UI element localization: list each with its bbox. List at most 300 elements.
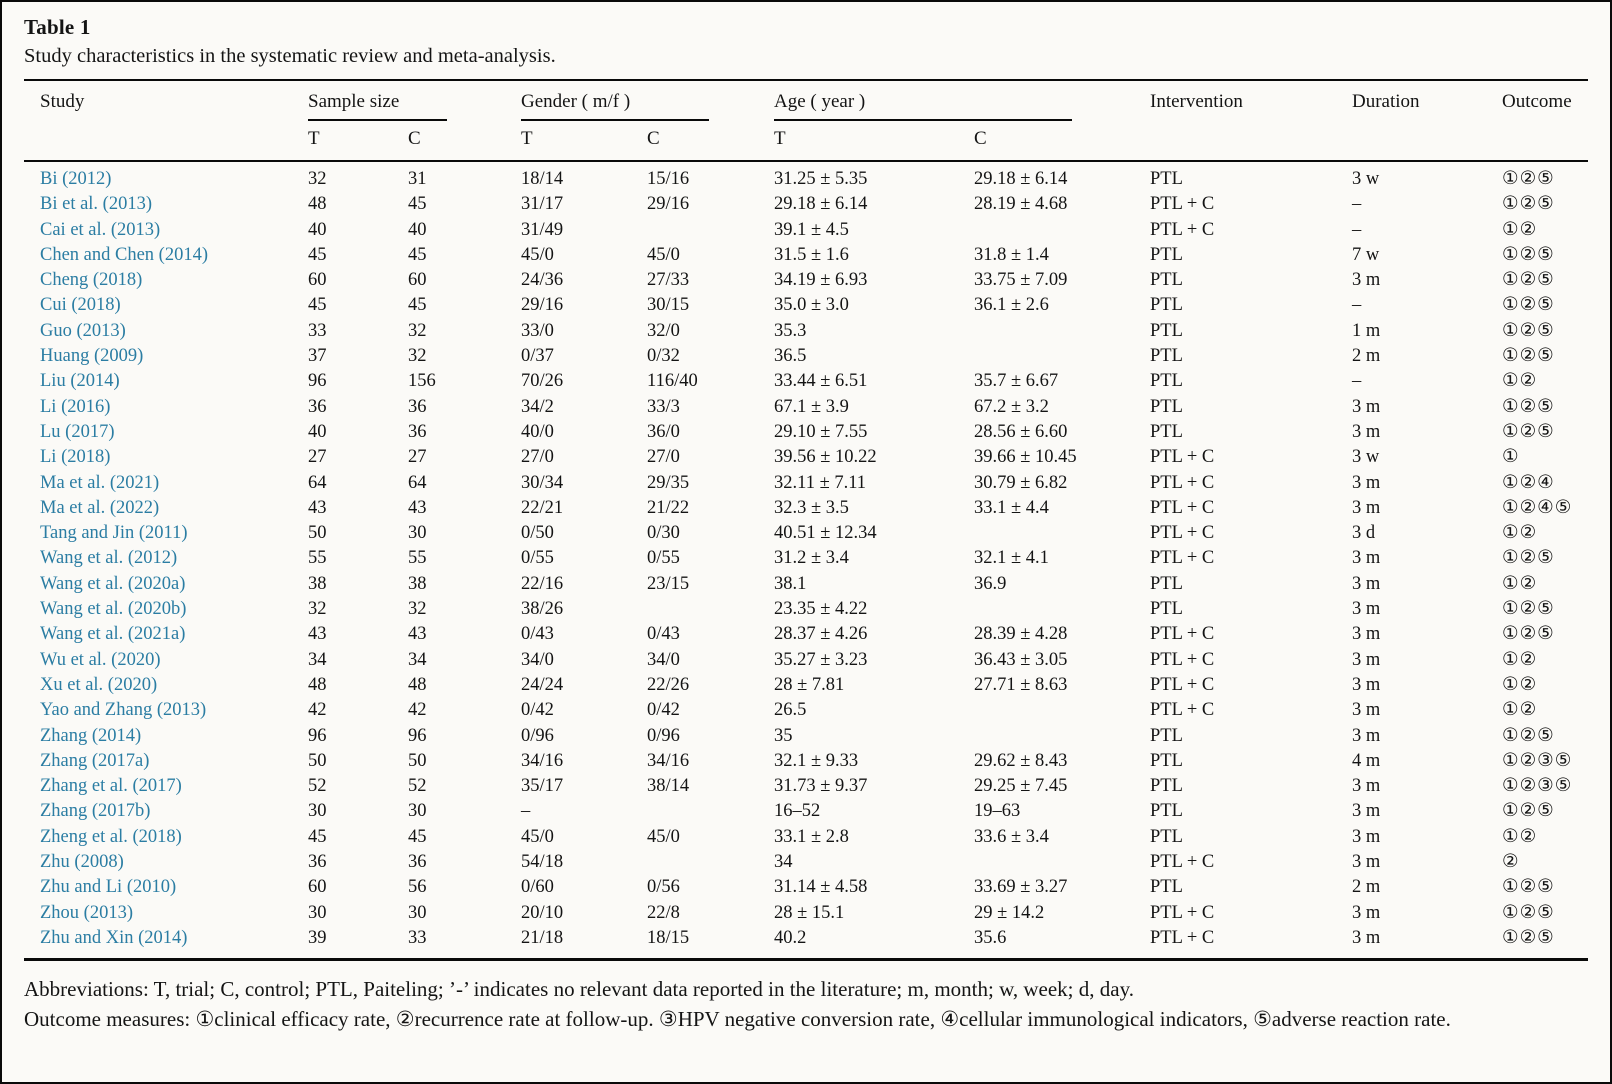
gender-t-cell: 24/24	[521, 674, 564, 695]
age-c-cell	[974, 344, 1150, 369]
study-citation-link[interactable]: Wang et al. (2020a)	[40, 573, 186, 594]
gender-c-cell: 27/33	[647, 270, 690, 291]
subheader-age-c: C	[974, 128, 987, 149]
gender-c-cell: 0/96	[647, 725, 680, 746]
intervention-cell: PTL	[1150, 371, 1183, 392]
study-citation-link[interactable]: Zhang (2017a)	[40, 750, 150, 771]
age-c-cell: 36.9	[974, 573, 1007, 594]
duration-cell: 3 m	[1352, 725, 1381, 746]
study-citation-link[interactable]: Cai et al. (2013)	[40, 219, 161, 240]
gender-t-cell: 45/0	[521, 826, 554, 847]
col-header-sample-size: Sample size	[308, 91, 521, 121]
sample-t-cell: 50	[308, 523, 327, 544]
study-cell	[24, 799, 308, 824]
sample-t-cell: 40	[308, 219, 327, 240]
sample-t-cell: 43	[308, 624, 327, 645]
gender-c-cell: 0/32	[647, 346, 680, 367]
sample-c-cell: 45	[408, 194, 427, 215]
study-citation-link[interactable]: Xu et al. (2020)	[40, 674, 158, 695]
study-cell	[24, 825, 308, 850]
gender-t-cell: 34/16	[521, 750, 564, 771]
outcome-cell: ①②⑤	[1502, 320, 1555, 341]
gender-c-cell: 0/56	[647, 877, 680, 898]
intervention-cell: PTL	[1150, 396, 1183, 417]
sample-c-cell: 156	[408, 371, 436, 392]
study-cell	[24, 218, 308, 243]
sample-c-cell: 38	[408, 573, 427, 594]
study-cell	[24, 521, 308, 546]
sample-c-cell: 36	[408, 396, 427, 417]
intervention-cell: PTL	[1150, 776, 1183, 797]
sample-t-cell: 42	[308, 700, 327, 721]
age-t-cell: 29.10 ± 7.55	[774, 421, 868, 442]
duration-cell: 3 m	[1352, 826, 1381, 847]
age-c-cell: 35.7 ± 6.67	[974, 371, 1059, 392]
gender-c-cell: 23/15	[647, 573, 690, 594]
duration-cell: 3 m	[1352, 270, 1381, 291]
intervention-cell: PTL	[1150, 725, 1183, 746]
outcome-cell: ②	[1502, 852, 1520, 873]
intervention-cell: PTL + C	[1150, 497, 1215, 518]
age-t-cell: 35	[774, 725, 793, 746]
sample-c-cell: 64	[408, 472, 427, 493]
age-t-cell: 33.1 ± 2.8	[774, 826, 849, 847]
duration-cell: –	[1352, 295, 1362, 316]
study-citation-link[interactable]: Zhang et al. (2017)	[40, 776, 182, 797]
gender-t-cell: 22/16	[521, 573, 564, 594]
study-citation-link[interactable]: Li (2018)	[40, 447, 111, 468]
age-t-cell: 32.11 ± 7.11	[774, 472, 867, 493]
sample-t-cell: 96	[308, 371, 327, 392]
study-citation-link[interactable]: Bi et al. (2013)	[40, 194, 153, 215]
age-t-cell: 31.73 ± 9.37	[774, 776, 868, 797]
outcome-cell: ①②	[1502, 674, 1538, 695]
age-t-cell: 34.19 ± 6.93	[774, 270, 868, 291]
subheader-sample-t: T	[308, 128, 320, 149]
gender-t-cell: –	[521, 801, 531, 822]
age-t-cell: 35.27 ± 3.23	[774, 649, 868, 670]
table-row	[24, 369, 1588, 394]
age-c-cell: 29.62 ± 8.43	[974, 750, 1068, 771]
outcome-cell: ①②⑤	[1502, 244, 1555, 265]
outcome-cell: ①②④	[1502, 472, 1555, 493]
age-t-cell: 31.25 ± 5.35	[774, 169, 868, 189]
gender-t-cell: 0/37	[521, 346, 554, 367]
sample-c-cell: 45	[408, 826, 427, 847]
gender-t-cell: 31/17	[521, 194, 564, 215]
sample-c-cell: 48	[408, 674, 427, 695]
age-t-cell: 34	[774, 852, 793, 873]
sample-c-cell: 52	[408, 776, 427, 797]
outcome-cell: ①②③⑤	[1502, 750, 1573, 771]
intervention-cell: PTL + C	[1150, 927, 1215, 948]
duration-cell: 3 m	[1352, 927, 1381, 948]
sample-t-cell: 34	[308, 649, 327, 670]
age-c-cell: 29.25 ± 7.45	[974, 776, 1068, 797]
sample-c-cell: 27	[408, 447, 427, 468]
outcome-cell: ①②⑤	[1502, 421, 1555, 442]
study-citation-link[interactable]: Wang et al. (2021a)	[40, 624, 186, 645]
table-row	[24, 597, 1588, 622]
age-t-cell: 32.3 ± 3.5	[774, 497, 849, 518]
sample-t-cell: 45	[308, 244, 327, 265]
sample-c-cell: 96	[408, 725, 427, 746]
gender-c-cell	[647, 597, 774, 622]
table-row	[24, 420, 1588, 445]
gender-t-cell: 21/18	[521, 927, 564, 948]
study-cell	[24, 293, 308, 318]
duration-cell: 3 m	[1352, 497, 1381, 518]
table-row	[24, 901, 1588, 926]
study-citation-link[interactable]: Lu (2017)	[40, 421, 115, 442]
table-row	[24, 521, 1588, 546]
outcome-cell: ①②	[1502, 573, 1538, 594]
study-citation-link[interactable]: Zhang (2014)	[40, 725, 142, 746]
gender-t-cell: 31/49	[521, 219, 564, 240]
sample-c-cell: 32	[408, 599, 427, 620]
gender-c-cell: 36/0	[647, 421, 680, 442]
age-c-cell: 31.8 ± 1.4	[974, 244, 1049, 265]
intervention-cell: PTL + C	[1150, 194, 1215, 215]
study-citation-link[interactable]: Wang et al. (2020b)	[40, 599, 187, 620]
gender-t-cell: 0/96	[521, 725, 554, 746]
outcome-cell: ①	[1502, 447, 1520, 468]
gender-c-cell: 0/55	[647, 548, 680, 569]
sample-t-cell: 32	[308, 599, 327, 620]
gender-t-cell: 70/26	[521, 371, 564, 392]
sample-t-cell: 39	[308, 927, 327, 948]
study-cell	[24, 496, 308, 521]
gender-c-cell: 38/14	[647, 776, 690, 797]
intervention-cell: PTL	[1150, 320, 1183, 341]
duration-cell: 3 m	[1352, 776, 1381, 797]
gender-t-cell: 24/36	[521, 270, 564, 291]
study-citation-link[interactable]: Zhang (2017b)	[40, 801, 151, 822]
study-citation-link[interactable]: Zhu and Li (2010)	[40, 877, 177, 898]
outcome-cell: ①②⑤	[1502, 295, 1555, 316]
age-c-cell: 29.18 ± 6.14	[974, 169, 1068, 189]
age-c-cell: 28.39 ± 4.28	[974, 624, 1068, 645]
study-citation-link[interactable]: Guo (2013)	[40, 320, 126, 341]
gender-c-cell: 22/8	[647, 902, 680, 923]
age-t-cell: 28.37 ± 4.26	[774, 624, 868, 645]
study-cell	[24, 243, 308, 268]
sample-c-cell: 31	[408, 169, 427, 189]
sample-c-cell: 43	[408, 624, 427, 645]
study-cell	[24, 875, 308, 900]
gender-c-cell: 0/43	[647, 624, 680, 645]
duration-cell: 3 m	[1352, 396, 1381, 417]
table-row	[24, 192, 1588, 217]
duration-cell: 3 m	[1352, 674, 1381, 695]
age-c-cell: 28.56 ± 6.60	[974, 421, 1068, 442]
intervention-cell: PTL	[1150, 295, 1183, 316]
age-t-cell: 31.14 ± 4.58	[774, 877, 868, 898]
age-c-cell: 36.1 ± 2.6	[974, 295, 1049, 316]
outcome-cell: ①②⑤	[1502, 396, 1555, 417]
age-c-cell	[974, 319, 1150, 344]
outcome-cell: ①②	[1502, 826, 1538, 847]
table-row	[24, 673, 1588, 698]
sample-t-cell: 52	[308, 776, 327, 797]
gender-t-cell: 34/2	[521, 396, 554, 417]
study-cell	[24, 268, 308, 293]
study-citation-link[interactable]: Wu et al. (2020)	[40, 649, 161, 670]
intervention-cell: PTL + C	[1150, 447, 1215, 468]
table-row	[24, 218, 1588, 243]
sample-c-cell: 60	[408, 270, 427, 291]
study-cell	[24, 850, 308, 875]
age-c-cell	[974, 218, 1150, 243]
duration-cell: 4 m	[1352, 750, 1381, 771]
age-c-cell	[974, 724, 1150, 749]
gender-t-cell: 0/42	[521, 700, 554, 721]
col-header-age: Age ( year )	[774, 91, 1150, 121]
gender-c-cell: 33/3	[647, 396, 680, 417]
study-citation-link[interactable]: Cui (2018)	[40, 295, 121, 316]
gender-c-cell: 34/16	[647, 750, 690, 771]
sample-c-cell: 36	[408, 852, 427, 873]
table-row	[24, 319, 1588, 344]
gender-c-cell: 0/30	[647, 523, 680, 544]
intervention-cell: PTL	[1150, 421, 1183, 442]
outcome-cell: ①②⑤	[1502, 725, 1555, 746]
sample-t-cell: 48	[308, 194, 327, 215]
outcome-cell: ①②	[1502, 649, 1538, 670]
study-cell	[24, 319, 308, 344]
outcome-cell: ①②⑤	[1502, 624, 1555, 645]
sample-t-cell: 50	[308, 750, 327, 771]
sample-t-cell: 96	[308, 725, 327, 746]
study-cell	[24, 344, 308, 369]
study-citation-link[interactable]: Liu (2014)	[40, 371, 120, 392]
sample-c-cell: 34	[408, 649, 427, 670]
sample-t-cell: 33	[308, 320, 327, 341]
table-row	[24, 648, 1588, 673]
intervention-cell: PTL	[1150, 270, 1183, 291]
study-citation-link[interactable]: Zheng et al. (2018)	[40, 826, 182, 847]
table-row	[24, 293, 1588, 318]
intervention-cell: PTL + C	[1150, 902, 1215, 923]
intervention-cell: PTL + C	[1150, 523, 1215, 544]
age-t-cell: 23.35 ± 4.22	[774, 599, 868, 620]
table-row	[24, 724, 1588, 749]
table-row	[24, 471, 1588, 496]
study-cell	[24, 471, 308, 496]
study-citation-link[interactable]: Zhu and Xin (2014)	[40, 927, 188, 948]
study-cell	[24, 774, 308, 799]
study-citation-link[interactable]: Ma et al. (2021)	[40, 472, 160, 493]
intervention-cell: PTL + C	[1150, 700, 1215, 721]
subheader-age-t: T	[774, 128, 786, 149]
duration-cell: –	[1352, 194, 1362, 215]
study-citation-link[interactable]: Bi (2012)	[40, 169, 112, 189]
duration-cell: 3 w	[1352, 169, 1380, 189]
gender-t-cell: 35/17	[521, 776, 564, 797]
age-t-cell: 26.5	[774, 700, 807, 721]
gender-c-cell	[647, 218, 774, 243]
study-citation-link[interactable]: Cheng (2018)	[40, 270, 143, 291]
study-citation-link[interactable]: Zhu (2008)	[40, 852, 124, 873]
age-c-cell: 28.19 ± 4.68	[974, 194, 1068, 215]
study-citation-link[interactable]: Wang et al. (2012)	[40, 548, 178, 569]
gender-t-cell: 29/16	[521, 295, 564, 316]
age-t-cell: 40.51 ± 12.34	[774, 523, 877, 544]
outcome-cell: ①②	[1502, 371, 1538, 392]
table-row	[24, 875, 1588, 900]
sample-t-cell: 48	[308, 674, 327, 695]
col-header-study: Study	[40, 91, 85, 112]
gender-t-cell: 0/60	[521, 877, 554, 898]
sample-c-cell: 36	[408, 421, 427, 442]
gender-c-cell: 45/0	[647, 826, 680, 847]
outcome-cell: ①②⑤	[1502, 346, 1555, 367]
study-cell	[24, 673, 308, 698]
age-c-cell: 27.71 ± 8.63	[974, 674, 1068, 695]
subheader-sample-c: C	[408, 128, 421, 149]
outcome-cell: ①②⑤	[1502, 194, 1555, 215]
gender-t-cell: 0/55	[521, 548, 554, 569]
intervention-cell: PTL	[1150, 599, 1183, 620]
table-row	[24, 799, 1588, 824]
gender-c-cell: 32/0	[647, 320, 680, 341]
study-cell	[24, 901, 308, 926]
age-t-cell: 38.1	[774, 573, 807, 594]
gender-c-cell: 29/16	[647, 194, 690, 215]
duration-cell: 7 w	[1352, 244, 1380, 265]
gender-t-cell: 45/0	[521, 244, 554, 265]
table-header	[24, 81, 1588, 162]
age-c-cell	[974, 698, 1150, 723]
study-cell	[24, 167, 308, 192]
table-label: Table 1	[24, 15, 91, 39]
intervention-cell: PTL	[1150, 826, 1183, 847]
gender-c-cell: 34/0	[647, 649, 680, 670]
gender-t-cell: 27/0	[521, 447, 554, 468]
intervention-cell: PTL + C	[1150, 219, 1215, 240]
study-citation-link[interactable]: Chen and Chen (2014)	[40, 244, 209, 265]
gender-c-cell: 15/16	[647, 169, 690, 189]
outcome-cell: ①②⑤	[1502, 270, 1555, 291]
age-c-cell: 33.75 ± 7.09	[974, 270, 1068, 291]
intervention-cell: PTL + C	[1150, 852, 1215, 873]
study-citation-link[interactable]: Li (2016)	[40, 396, 111, 417]
sample-t-cell: 64	[308, 472, 327, 493]
gender-t-cell: 40/0	[521, 421, 554, 442]
table-row	[24, 749, 1588, 774]
study-cell	[24, 546, 308, 571]
gender-c-cell: 27/0	[647, 447, 680, 468]
age-t-cell: 31.5 ± 1.6	[774, 244, 849, 265]
gender-t-cell: 34/0	[521, 649, 554, 670]
gender-t-cell: 22/21	[521, 497, 564, 518]
intervention-cell: PTL + C	[1150, 472, 1215, 493]
duration-cell: 2 m	[1352, 877, 1381, 898]
sample-c-cell: 43	[408, 497, 427, 518]
intervention-cell: PTL	[1150, 169, 1183, 189]
duration-cell: 3 m	[1352, 902, 1381, 923]
gender-c-cell	[647, 850, 774, 875]
study-cell	[24, 926, 308, 951]
intervention-cell: PTL	[1150, 801, 1183, 822]
outcome-cell: ①②⑤	[1502, 548, 1555, 569]
sample-c-cell: 40	[408, 219, 427, 240]
study-characteristics-table	[24, 79, 1588, 961]
intervention-cell: PTL	[1150, 244, 1183, 265]
study-cell	[24, 369, 308, 394]
table-row	[24, 243, 1588, 268]
age-t-cell: 39.1 ± 4.5	[774, 219, 849, 240]
study-citation-link[interactable]: Yao and Zhang (2013)	[40, 700, 207, 721]
intervention-cell: PTL + C	[1150, 674, 1215, 695]
study-citation-link[interactable]: Huang (2009)	[40, 346, 144, 367]
col-header-intervention: Intervention	[1150, 91, 1243, 112]
outcome-cell: ①②	[1502, 219, 1538, 240]
duration-cell: 3 w	[1352, 447, 1380, 468]
sample-t-cell: 40	[308, 421, 327, 442]
table-caption: Study characteristics in the systematic review and meta-analysis.	[24, 45, 556, 67]
gender-c-cell: 22/26	[647, 674, 690, 695]
table-row	[24, 622, 1588, 647]
gender-c-cell: 21/22	[647, 497, 690, 518]
study-cell	[24, 749, 308, 774]
duration-cell: 3 m	[1352, 624, 1381, 645]
duration-cell: 3 m	[1352, 700, 1381, 721]
outcome-cell: ①②④⑤	[1502, 497, 1573, 518]
gender-c-cell: 18/15	[647, 927, 690, 948]
gender-c-cell: 0/42	[647, 700, 680, 721]
age-t-cell: 35.3	[774, 320, 807, 341]
sample-c-cell: 30	[408, 801, 427, 822]
sample-t-cell: 45	[308, 826, 327, 847]
sample-c-cell: 30	[408, 902, 427, 923]
gender-c-cell	[647, 799, 774, 824]
age-c-cell: 33.69 ± 3.27	[974, 877, 1068, 898]
study-citation-link[interactable]: Tang and Jin (2011)	[40, 523, 188, 544]
duration-cell: –	[1352, 219, 1362, 240]
age-c-cell: 33.6 ± 3.4	[974, 826, 1049, 847]
table-row	[24, 167, 1588, 192]
table-row	[24, 344, 1588, 369]
study-citation-link[interactable]: Ma et al. (2022)	[40, 497, 160, 518]
study-cell	[24, 622, 308, 647]
study-citation-link[interactable]: Zhou (2013)	[40, 902, 133, 923]
outcome-cell: ①②	[1502, 523, 1538, 544]
duration-cell: 3 m	[1352, 852, 1381, 873]
table-row	[24, 572, 1588, 597]
duration-cell: 3 m	[1352, 472, 1381, 493]
study-cell	[24, 395, 308, 420]
intervention-cell: PTL	[1150, 346, 1183, 367]
duration-cell: 3 m	[1352, 801, 1381, 822]
sample-c-cell: 30	[408, 523, 427, 544]
table-footnotes	[24, 974, 1584, 1034]
age-c-cell: 19–63	[974, 801, 1021, 822]
table-row	[24, 268, 1588, 293]
age-c-cell: 32.1 ± 4.1	[974, 548, 1049, 569]
age-t-cell: 32.1 ± 9.33	[774, 750, 859, 771]
gender-t-cell: 20/10	[521, 902, 564, 923]
duration-cell: 3 m	[1352, 548, 1381, 569]
duration-cell: 3 m	[1352, 649, 1381, 670]
age-t-cell: 39.56 ± 10.22	[774, 447, 877, 468]
intervention-cell: PTL + C	[1150, 624, 1215, 645]
sample-t-cell: 43	[308, 497, 327, 518]
duration-cell: 2 m	[1352, 346, 1381, 367]
gender-t-cell: 30/34	[521, 472, 564, 493]
sample-t-cell: 30	[308, 902, 327, 923]
outcome-cell: ①②⑤	[1502, 927, 1555, 948]
